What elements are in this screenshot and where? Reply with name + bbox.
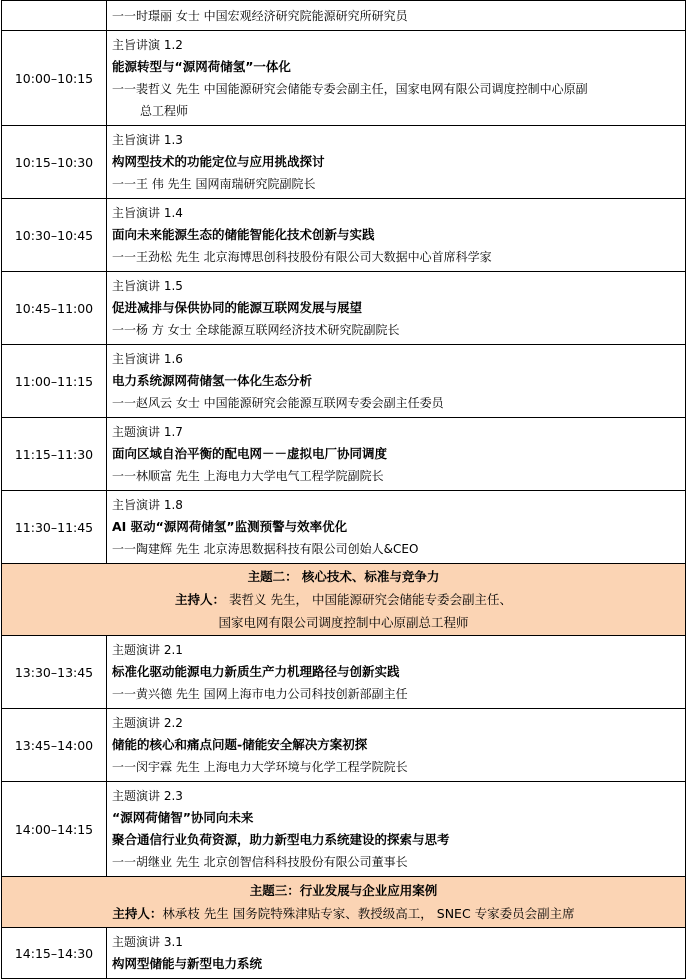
session-title: 储能的核心和痛点问题-储能安全解决方案初探 — [112, 737, 368, 752]
time-cell: 14:15–14:30 — [2, 928, 107, 979]
speaker-line-continued: 总工程师 — [140, 104, 189, 118]
speaker-line: 一一胡继业 先生 北京创智信科科技股份有限公司董事长 — [112, 855, 408, 869]
session-label: 主旨演讲 1.4 — [112, 206, 183, 220]
session-title: 面向区域自治平衡的配电网－－虚拟电厂协同调度 — [112, 446, 388, 461]
session-title: 构网型技术的功能定位与应用挑战探讨 — [112, 154, 325, 169]
speaker-line: 一一王劲松 先生 北京海博思创科技股份有限公司大数据中心首席科学家 — [112, 250, 492, 264]
section-header-row — [2, 877, 686, 928]
session-cell — [107, 491, 686, 564]
session-label: 主题演讲 2.3 — [112, 789, 183, 803]
time-cell: 10:00–10:15 — [2, 31, 107, 126]
session-label: 主旨演讲 1.6 — [112, 352, 183, 366]
session-cell — [107, 928, 686, 979]
host-text-continued: 国家电网有限公司调度控制中心原副总工程师 — [218, 615, 469, 630]
section-header-theme-2 — [2, 564, 686, 636]
time-cell: 14:00–14:15 — [2, 782, 107, 877]
agenda-table — [1, 0, 686, 979]
session-title: 标准化驱动能源电力新质生产力机理路径与创新实践 — [112, 664, 400, 679]
speaker-line: 一一林顺富 先生 上海电力大学电气工程学院副院长 — [112, 469, 384, 483]
section-title: 主题三：行业发展与企业应用案例 — [249, 883, 438, 898]
agenda-row — [2, 782, 686, 877]
speaker-line: 一一陶建辉 先生 北京涛思数据科技有限公司创始人&CEO — [112, 542, 419, 556]
session-cell — [107, 418, 686, 491]
session-label: 主题演讲 1.7 — [112, 425, 183, 439]
agenda-row — [2, 272, 686, 345]
agenda-row — [2, 1, 686, 31]
session-label: 主旨演讲 1.5 — [112, 279, 183, 293]
agenda-row — [2, 31, 686, 126]
session-label: 主题演讲 2.2 — [112, 716, 183, 730]
speaker-line: 一一闵宇霖 先生 上海电力大学环境与化学工程学院院长 — [112, 760, 408, 774]
speaker-line: 一一王 伟 先生 国网南瑞研究院副院长 — [112, 177, 316, 191]
session-label: 主旨讲演 1.2 — [112, 38, 183, 52]
agenda-row — [2, 418, 686, 491]
session-title: AI 驱动“源网荷储氢”监测预警与效率优化 — [112, 519, 348, 534]
session-cell — [107, 345, 686, 418]
section-title: 主题二： 核心技术、标准与竞争力 — [247, 569, 440, 584]
session-title: 促进减排与保供协同的能源互联网发展与展望 — [112, 300, 363, 315]
agenda-row — [2, 345, 686, 418]
speaker-line: 一一杨 方 女士 全球能源互联网经济技术研究院副院长 — [112, 323, 400, 337]
speaker-line: 一一裴哲义 先生 中国能源研究会储能专委会副主任，国家电网有限公司调度控制中心原副 — [112, 82, 588, 96]
session-label: 主题演讲 2.1 — [112, 643, 183, 657]
agenda-row — [2, 636, 686, 709]
time-cell: 10:30–10:45 — [2, 199, 107, 272]
agenda-row — [2, 126, 686, 199]
host-label: 主持人： — [175, 592, 226, 607]
session-cell — [107, 31, 686, 126]
agenda-row — [2, 491, 686, 564]
agenda-row — [2, 928, 686, 979]
host-text: 林承枝 先生 国务院特殊津贴专家、教授级高工， SNEC 专家委员会副主席 — [162, 906, 575, 921]
session-title: 电力系统源网荷储氢一体化生态分析 — [112, 373, 313, 388]
agenda-row — [2, 199, 686, 272]
section-header-theme-3 — [2, 877, 686, 928]
speaker-cell — [107, 1, 686, 31]
session-cell — [107, 272, 686, 345]
session-title: “源网荷储智”协同向未来 — [112, 810, 254, 825]
host-label: 主持人： — [112, 906, 163, 921]
time-cell: 10:45–11:00 — [2, 272, 107, 345]
session-cell — [107, 199, 686, 272]
speaker-line: 一一黄兴德 先生 国网上海市电力公司科技创新部副主任 — [112, 687, 408, 701]
time-cell: 11:15–11:30 — [2, 418, 107, 491]
agenda-row — [2, 709, 686, 782]
host-text: 裴哲义 先生， 中国能源研究会储能专委会副主任、 — [225, 592, 512, 607]
time-cell — [2, 1, 107, 31]
session-title: 构网型储能与新型电力系统 — [112, 956, 263, 971]
session-label: 主旨演讲 1.3 — [112, 133, 183, 147]
speaker-line: 一一赵风云 女士 中国能源研究会能源互联网专委会副主任委员 — [112, 396, 444, 410]
session-label: 主题演讲 3.1 — [112, 935, 183, 949]
section-header-row — [2, 564, 686, 636]
time-cell: 13:45–14:00 — [2, 709, 107, 782]
time-cell: 10:15–10:30 — [2, 126, 107, 199]
session-cell — [107, 636, 686, 709]
session-subtitle: 聚合通信行业负荷资源，助力新型电力系统建设的探索与思考 — [112, 832, 450, 847]
session-cell — [107, 709, 686, 782]
session-title: 能源转型与“源网荷储氢”一体化 — [112, 59, 291, 74]
session-cell — [107, 126, 686, 199]
time-cell: 11:00–11:15 — [2, 345, 107, 418]
time-cell: 13:30–13:45 — [2, 636, 107, 709]
session-label: 主旨演讲 1.8 — [112, 498, 183, 512]
speaker-line: 一一时璟丽 女士 中国宏观经济研究院能源研究所研究员 — [112, 8, 408, 23]
time-cell: 11:30–11:45 — [2, 491, 107, 564]
session-cell — [107, 782, 686, 877]
session-title: 面向未来能源生态的储能智能化技术创新与实践 — [112, 227, 375, 242]
